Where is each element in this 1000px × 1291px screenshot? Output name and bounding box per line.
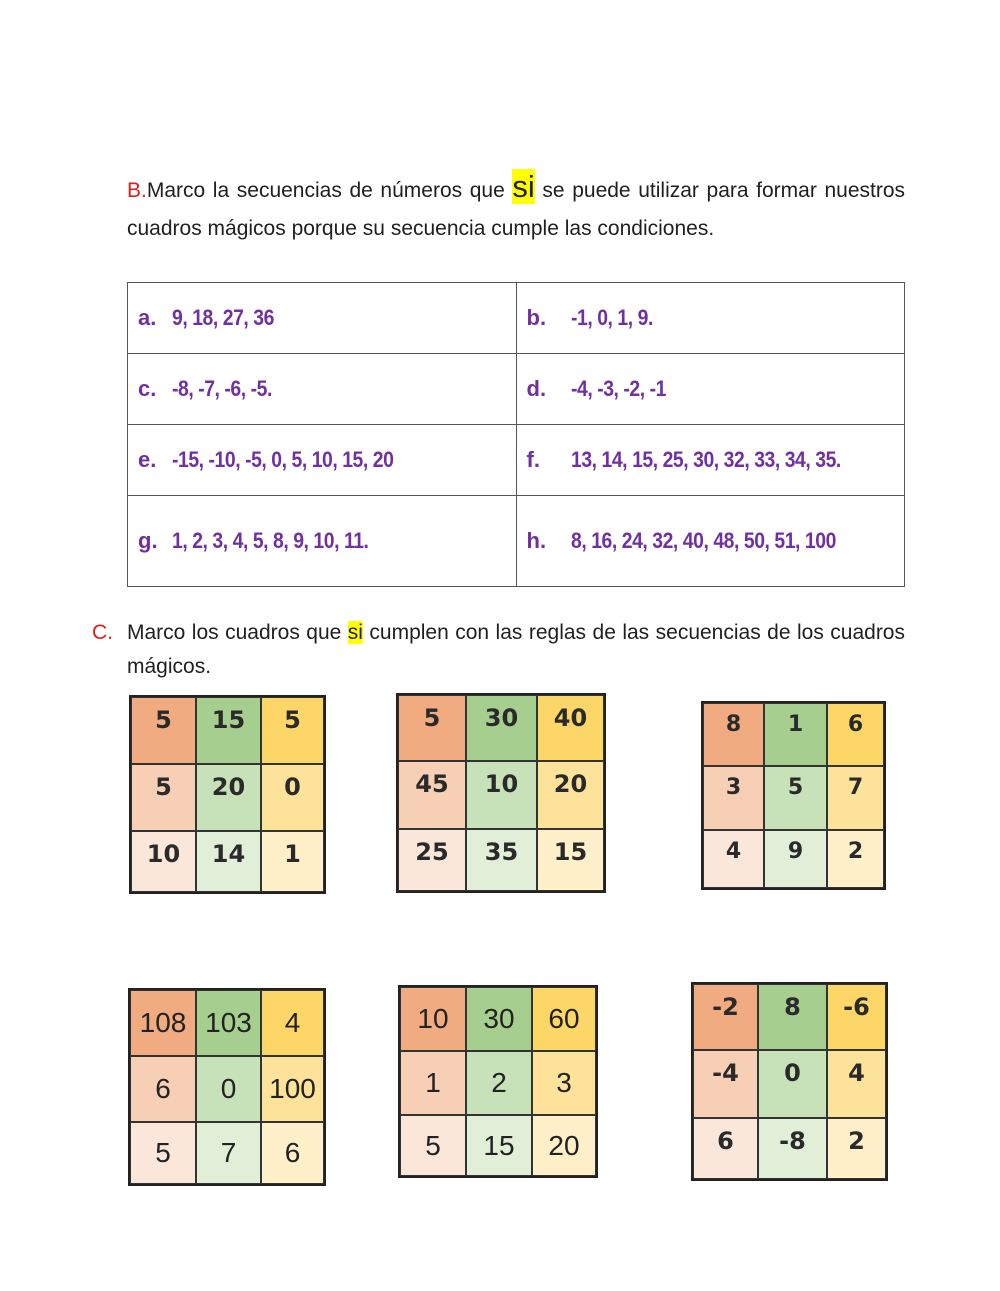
magic-square-cell: 15: [466, 1115, 532, 1176]
sequence-letter: b.: [526, 305, 547, 330]
magic-square-cell: 25: [398, 829, 466, 891]
magic-square-cell: 5: [131, 764, 196, 831]
magic-square-cell: 2: [827, 1118, 886, 1179]
magic-square-cell: 103: [196, 990, 261, 1056]
magic-square-cell: 30: [466, 695, 537, 761]
sequence-option-e[interactable]: [128, 425, 517, 496]
sequence-letter: a.: [138, 305, 157, 330]
magic-square-cell: 7: [196, 1122, 261, 1184]
sequences-table: [127, 282, 905, 587]
sequence-letter: f.: [526, 447, 540, 472]
magic-square-cell: 0: [758, 1050, 827, 1118]
section-b-text-after: se puede utilizar para formar nuestros cuadros mágicos porque su secuencia cumple las condiciones.: [127, 179, 906, 240]
sequence-option-a[interactable]: [128, 283, 517, 354]
magic-square-cell: 15: [196, 697, 261, 764]
magic-square-cell: -2: [693, 984, 758, 1050]
magic-square-cell: 1: [764, 703, 827, 766]
sequence-values: 8, 16, 24, 32, 40, 48, 50, 51, 100: [570, 528, 836, 553]
magic-square-cell: -4: [693, 1050, 758, 1118]
sequence-option-c[interactable]: [128, 354, 517, 425]
magic-square-cell: 30: [466, 987, 532, 1051]
magic-square-cell: 60: [532, 987, 596, 1051]
magic-square-cell: 20: [537, 761, 604, 829]
magic-square-cell: 14: [196, 831, 261, 892]
section-c-instruction: [127, 616, 905, 684]
sequence-values: 9, 18, 27, 36: [172, 305, 274, 330]
sequence-values: -4, -3, -2, -1: [570, 376, 666, 401]
sequence-letter: d.: [526, 376, 547, 401]
magic-square-cell: 35: [466, 829, 537, 891]
magic-square-cell: 5: [130, 1122, 196, 1184]
magic-square-cell: 6: [827, 703, 884, 766]
sequence-values: -8, -7, -6, -5.: [172, 376, 272, 401]
magic-square-cell: 40: [537, 695, 604, 761]
magic-square-cell: 6: [693, 1118, 758, 1179]
section-c-highlight: si: [347, 621, 363, 644]
section-c-text-after: cumplen con las reglas de las secuencias de los cuadros mágicos.: [127, 621, 905, 678]
sequence-letter: g.: [138, 528, 158, 553]
sequence-values: 1, 2, 3, 4, 5, 8, 9, 10, 11.: [172, 528, 369, 553]
magic-square-cell: -8: [758, 1118, 827, 1179]
magic-square-cell: 5: [764, 766, 827, 830]
magic-square-cell: 1: [400, 1051, 466, 1115]
magic-square-1[interactable]: [129, 695, 326, 894]
magic-square-cell: 3: [532, 1051, 596, 1115]
magic-square-5[interactable]: [398, 985, 598, 1178]
section-b-highlight: si: [512, 169, 535, 204]
magic-square-cell: 7: [827, 766, 884, 830]
magic-square-cell: -6: [827, 984, 886, 1050]
magic-square-cell: 8: [703, 703, 764, 766]
magic-square-cell: 4: [261, 990, 324, 1056]
sequence-option-h[interactable]: [516, 496, 905, 587]
magic-square-cell: 3: [703, 766, 764, 830]
sequence-option-g[interactable]: [128, 496, 517, 587]
sequence-values: -15, -10, -5, 0, 5, 10, 15, 20: [172, 447, 394, 472]
section-b-label: B.: [127, 179, 147, 202]
magic-square-cell: 10: [466, 761, 537, 829]
magic-square-cell: 5: [131, 697, 196, 764]
magic-square-6[interactable]: [691, 982, 888, 1181]
magic-square-cell: 20: [196, 764, 261, 831]
magic-square-cell: 15: [537, 829, 604, 891]
sequence-option-b[interactable]: [516, 283, 905, 354]
magic-square-cell: 4: [827, 1050, 886, 1118]
magic-square-2[interactable]: [396, 693, 606, 893]
sequence-letter: c.: [138, 376, 157, 401]
magic-square-cell: 5: [400, 1115, 466, 1176]
sequence-values: -1, 0, 1, 9.: [570, 305, 653, 330]
magic-square-cell: 6: [130, 1056, 196, 1122]
magic-square-cell: 100: [261, 1056, 324, 1122]
section-c-label: C.: [92, 621, 113, 644]
magic-square-cell: 108: [130, 990, 196, 1056]
section-c-text-before: Marco los cuadros que: [127, 621, 348, 644]
magic-square-cell: 10: [400, 987, 466, 1051]
sequence-option-f[interactable]: [516, 425, 905, 496]
section-b-text-before: Marco la secuencias de números que: [146, 179, 513, 202]
sequence-values: 13, 14, 15, 25, 30, 32, 33, 34, 35.: [570, 447, 841, 472]
magic-square-cell: 1: [261, 831, 324, 892]
magic-square-cell: 45: [398, 761, 466, 829]
magic-square-cell: 20: [532, 1115, 596, 1176]
magic-square-cell: 5: [261, 697, 324, 764]
magic-square-cell: 6: [261, 1122, 324, 1184]
magic-square-cell: 2: [466, 1051, 532, 1115]
magic-square-cell: 0: [196, 1056, 261, 1122]
sequence-letter: h.: [526, 528, 547, 553]
magic-square-cell: 4: [703, 830, 764, 888]
sequence-option-d[interactable]: [516, 354, 905, 425]
magic-square-cell: 10: [131, 831, 196, 892]
magic-square-3[interactable]: [701, 701, 886, 890]
magic-square-cell: 0: [261, 764, 324, 831]
magic-square-cell: 9: [764, 830, 827, 888]
section-b-instruction: [127, 168, 905, 248]
sequence-letter: e.: [138, 447, 157, 472]
magic-square-cell: 5: [398, 695, 466, 761]
magic-square-4[interactable]: [128, 988, 326, 1186]
magic-square-cell: 2: [827, 830, 884, 888]
magic-square-cell: 8: [758, 984, 827, 1050]
